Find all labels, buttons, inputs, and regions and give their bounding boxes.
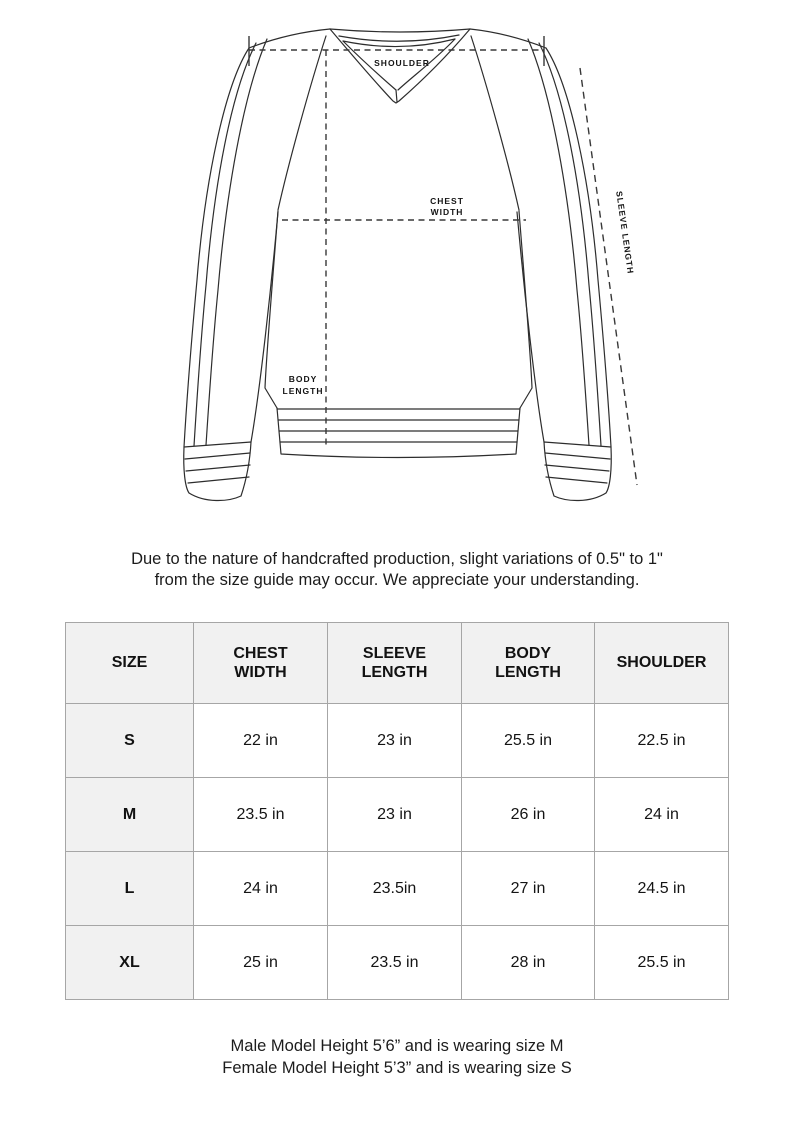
table-row-m [66,778,729,852]
left-cuff-rib-3 [188,477,249,483]
table-cell: 23.5 in [328,926,462,1000]
left-cuff [184,442,251,501]
right-cuff [544,442,611,501]
table-cell: 23.5 in [194,778,328,852]
table-cell: 24 in [194,852,328,926]
body-left-edge [265,211,278,408]
column-header-sleeve-length [328,623,462,704]
right-cuff-rib-1 [545,453,610,459]
body-length-label-line1: BODY [288,374,318,384]
model-info-line2: Female Model Height 5’3” and is wearing size S [222,1058,572,1077]
table-cell: 25 in [194,926,328,1000]
right-sleeve-stripe-2 [528,39,589,445]
left-sleeve-outer [184,48,249,447]
column-header-chest-width [194,623,328,704]
table-cell: 24 in [595,778,729,852]
shoulder-label: SHOULDER [374,58,430,68]
collar-top-edge [330,29,470,32]
table-cell: 25.5 in [595,926,729,1000]
sweater-diagram [0,0,794,535]
table-cell: 23 in [328,778,462,852]
column-header-size-label: SIZE [111,654,148,672]
right-cuff-rib-3 [546,477,607,483]
table-cell: 23.5in [328,852,462,926]
table-cell: 22.5 in [595,704,729,778]
size-label-m: M [66,778,194,852]
measurement-lines [249,36,637,485]
disclaimer-line2: from the size guide may occur. We appreciate your understanding. [154,571,640,589]
column-header-shoulder [595,623,729,704]
chest-width-label-line1: CHEST [430,196,464,206]
table-row-s [66,704,729,778]
table-row-xl [66,926,729,1000]
table-cell: 23 in [328,704,462,778]
left-cuff-rib-1 [185,453,250,459]
size-label-l: L [66,852,194,926]
table-cell: 27 in [462,852,595,926]
right-sleeve-inner [517,212,544,442]
column-header-body-length-label: BODY LENGTH [495,644,561,681]
column-header-chest-width-label: CHEST WIDTH [233,644,288,681]
table-cell: 26 in [462,778,595,852]
column-header-shoulder-label: SHOULDER [616,654,707,672]
model-info-line1: Male Model Height 5’6” and is wearing size M [230,1037,564,1055]
hem-band [277,408,520,458]
collar-wing-left [249,29,330,48]
vneck-mitre [396,90,397,102]
sweater-outline [184,29,612,501]
table-cell: 22 in [194,704,328,778]
left-cuff-rib-2 [186,465,250,471]
body-length-label-line2: LENGTH [282,386,324,396]
right-sleeve-outer [546,48,611,447]
right-cuff-rib-2 [545,465,609,471]
table-cell: 25.5 in [462,704,595,778]
left-sleeve-inner [251,212,278,442]
sleeve-length-label: SLEEVE LENGTH [614,190,636,275]
disclaimer-line1: Due to the nature of handcrafted production, slight variations of 0.5" to 1" [131,550,663,568]
body-right-edge [519,211,532,408]
table-cell: 24.5 in [595,852,729,926]
back-neck-upper [339,35,459,41]
size-label-s: S [66,704,194,778]
disclaimer-text [0,549,794,591]
size-chart-table [65,622,729,1000]
collar-wing-right [470,29,546,48]
chest-width-label-line2: WIDTH [430,207,464,217]
model-info-text [0,1036,794,1079]
size-label-xl: XL [66,926,194,1000]
column-header-sleeve-length-label: SLEEVE LENGTH [361,644,428,681]
table-header-row [66,623,729,704]
left-sleeve-stripe-2 [206,39,267,445]
column-header-body-length [462,623,595,704]
table-cell: 28 in [462,926,595,1000]
column-header-size [66,623,194,704]
back-neck-lower [343,39,455,47]
table-row-l [66,852,729,926]
raglan-seam-left [278,36,326,210]
raglan-seam-right [471,36,519,210]
